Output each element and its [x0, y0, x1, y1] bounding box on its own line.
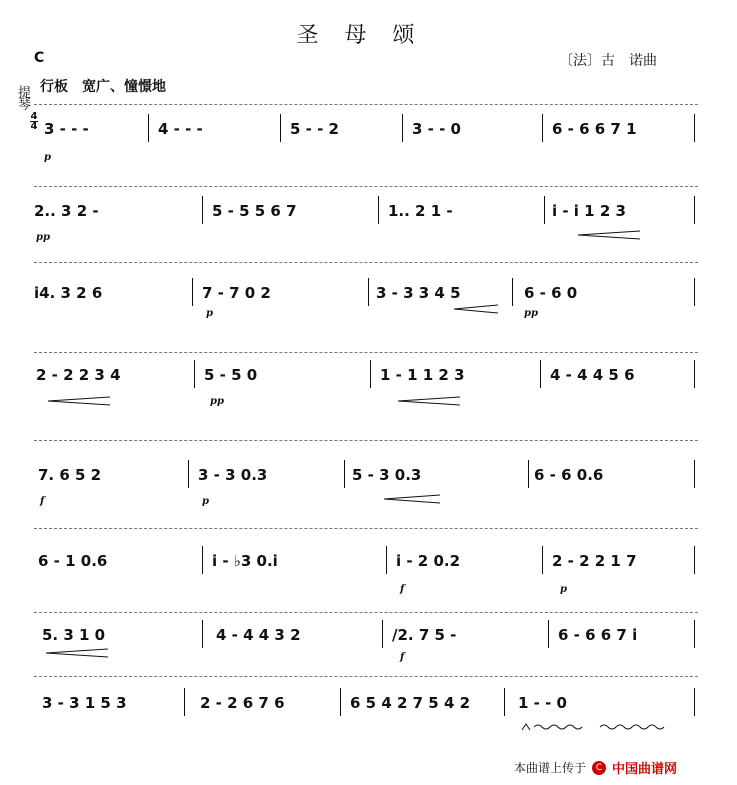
measure: i - ♭3 0.i — [212, 552, 278, 570]
dynamic-mark: p — [560, 584, 567, 595]
measure: 2.. 3 2 - — [34, 202, 99, 220]
measure: 6 5 4 2 7 5 4 2 — [350, 694, 471, 712]
score-line-7 — [34, 622, 698, 648]
barline — [378, 196, 379, 224]
measure: 2 - 2 6 7 6 — [200, 694, 285, 712]
measure: i - 2 0.2 — [396, 552, 461, 570]
slur-guide — [34, 262, 698, 263]
barline — [340, 688, 341, 716]
barline — [280, 114, 281, 142]
measure: 3 - - - — [44, 120, 89, 138]
score-line-3 — [34, 280, 698, 306]
measure: 5 - - 2 — [290, 120, 339, 138]
dynamic-mark: p — [206, 308, 213, 319]
barline — [382, 620, 383, 648]
measure: 5 - 5 0 — [204, 366, 258, 384]
barline — [148, 114, 149, 142]
barline — [386, 546, 387, 574]
dynamic-mark: f — [400, 652, 405, 663]
dynamic-mark: pp — [524, 308, 538, 319]
dynamic-mark: p — [44, 152, 51, 163]
dynamic-mark: p — [202, 496, 209, 507]
site-logo-icon: C — [592, 761, 606, 775]
barline — [202, 620, 203, 648]
measure: 6 - 6 6 7 i — [558, 626, 638, 644]
score-line-4 — [34, 362, 698, 388]
barline — [504, 688, 505, 716]
measure: 2 - 2 2 1 7 — [552, 552, 637, 570]
measure: 6 - 6 0.6 — [534, 466, 604, 484]
barline — [370, 360, 371, 388]
barline — [344, 460, 345, 488]
measure: 7 - 7 0 2 — [202, 284, 271, 302]
measure: 6 - 1 0.6 — [38, 552, 108, 570]
measure: 6 - 6 6 7 1 — [552, 120, 637, 138]
tempo-marking: 行板 宽广、憧憬地 — [40, 79, 166, 95]
measure: 5 - 3 0.3 — [352, 466, 422, 484]
score-line-2 — [34, 198, 698, 224]
measure: 1 - 1 1 2 3 — [380, 366, 465, 384]
crescendo-hairpin — [396, 396, 462, 406]
slur-guide — [34, 612, 698, 613]
barline — [694, 688, 695, 716]
barline — [368, 278, 369, 306]
composer-credit: 〔法〕古 诺曲 — [559, 53, 657, 69]
slur-guide — [34, 676, 698, 677]
measure: 5 - 5 5 6 7 — [212, 202, 297, 220]
barline — [512, 278, 513, 306]
crescendo-hairpin — [382, 494, 442, 504]
slur-guide — [34, 352, 698, 353]
measure: 6 - 6 0 — [524, 284, 578, 302]
barline — [694, 196, 695, 224]
crescendo-hairpin — [576, 230, 642, 240]
score-line-6 — [34, 548, 698, 574]
trill-line — [520, 722, 670, 732]
score-line-5 — [34, 462, 698, 488]
measure: 1 - - 0 — [518, 694, 567, 712]
upload-footer — [514, 758, 677, 777]
dynamic-mark: f — [40, 496, 45, 507]
measure: 3 - - 0 — [412, 120, 461, 138]
barline — [202, 196, 203, 224]
barline — [202, 546, 203, 574]
barline — [694, 460, 695, 488]
measure: i4. 3 2 6 — [34, 284, 103, 302]
barline — [184, 688, 185, 716]
barline — [528, 460, 529, 488]
score-line-8 — [34, 690, 698, 716]
barline — [542, 114, 543, 142]
slur-guide — [34, 104, 698, 105]
measure: 7. 6 5 2 — [38, 466, 102, 484]
key-signature: C — [34, 50, 45, 66]
diminuendo-hairpin — [44, 648, 110, 658]
barline — [548, 620, 549, 648]
measure: 5. 3 1 0 — [42, 626, 106, 644]
diminuendo-hairpin — [46, 396, 112, 406]
measure: 3 - 3 1 5 3 — [42, 694, 127, 712]
measure: /2. 7 5 - — [392, 626, 457, 644]
barline — [192, 278, 193, 306]
footer-text: 本曲谱上传于 — [513, 761, 586, 775]
barline — [694, 360, 695, 388]
measure: 3 - 3 3 4 5 — [376, 284, 461, 302]
slur-guide — [34, 186, 698, 187]
barline — [542, 546, 543, 574]
barline — [188, 460, 189, 488]
crescendo-hairpin — [452, 304, 500, 314]
instrument-label: 提琴 — [18, 86, 32, 113]
page-title: 圣母颂 — [296, 23, 441, 48]
barline — [540, 360, 541, 388]
dynamic-mark: f — [400, 584, 405, 595]
score-line-1 — [34, 116, 698, 142]
barline — [694, 278, 695, 306]
barline — [694, 114, 695, 142]
barline — [544, 196, 545, 224]
slur-guide — [34, 440, 698, 441]
measure: 4 - - - — [158, 120, 203, 138]
measure: i - i 1 2 3 — [552, 202, 626, 220]
barline — [694, 546, 695, 574]
slur-guide — [34, 528, 698, 529]
barline — [194, 360, 195, 388]
measure: 2 - 2 2 3 4 — [36, 366, 121, 384]
measure: 1.. 2 1 - — [388, 202, 453, 220]
site-logo-text[interactable]: 中国曲谱网 — [611, 762, 677, 777]
measure: 4 - 4 4 3 2 — [216, 626, 301, 644]
measure: 4 - 4 4 5 6 — [550, 366, 635, 384]
dynamic-mark: pp — [210, 396, 224, 407]
time-signature-bottom: 4 — [30, 121, 38, 132]
barline — [694, 620, 695, 648]
dynamic-mark: pp — [36, 232, 50, 243]
time-signature-top: 4 — [30, 111, 38, 122]
barline — [402, 114, 403, 142]
measure: 3 - 3 0.3 — [198, 466, 268, 484]
